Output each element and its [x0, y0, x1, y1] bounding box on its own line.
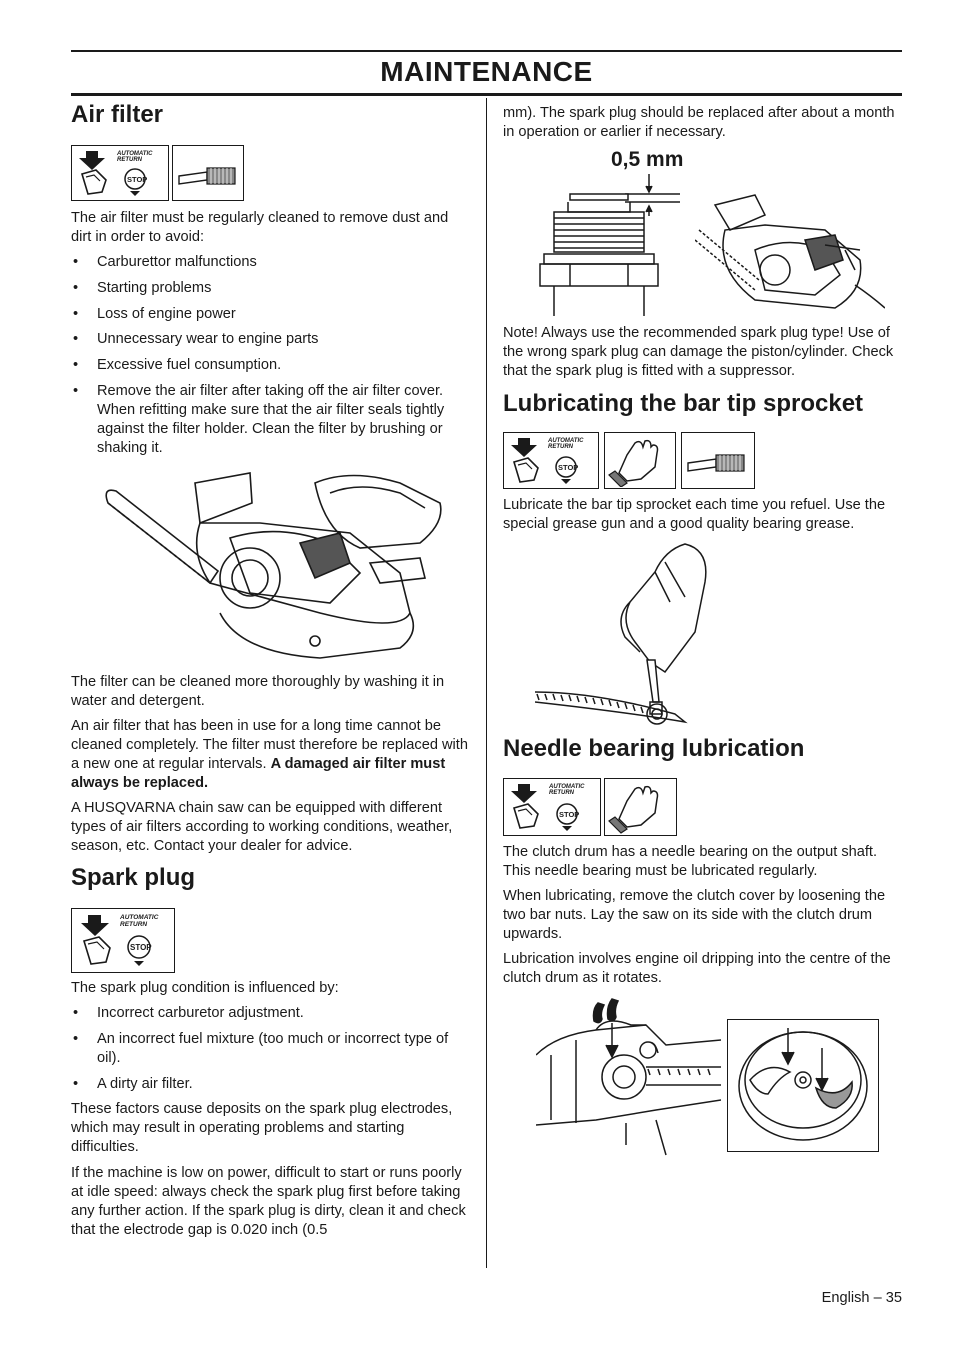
air-filter-replace-warning: A damaged air filter must always be replaced.	[71, 756, 446, 791]
spark-plug-heading: Spark plug	[71, 864, 196, 891]
air-filter-replace-text: An air filter that has been in use for a long time cannot be cleaned completely. The filter must therefore be replaced with a new one at regular intervals.	[71, 718, 468, 772]
grease-gun-illustration	[535, 542, 725, 734]
header-rule	[71, 50, 902, 52]
air-filter-bullets	[71, 253, 471, 465]
air-filter-heading: Air filter	[71, 101, 164, 128]
list-item: • An incorrect fuel mixture (too much or incorrect type of oil).	[71, 1030, 471, 1068]
list-item: • Excessive fuel consumption.	[71, 356, 471, 375]
list-item: • Carburettor malfunctions	[71, 253, 471, 272]
spark-plug-bullets	[71, 1004, 471, 1100]
list-item: • A dirty air filter.	[71, 1075, 471, 1094]
list-item: • Unnecessary wear to engine parts	[71, 330, 471, 349]
svg-text:STOP: STOP	[130, 943, 152, 952]
list-item: • Starting problems	[71, 279, 471, 298]
spark-plug-check: If the machine is low on power, difficult to start or runs poorly at idle speed: always check the spark plug first before taking any further action. If the spark plug is dirty, clean it and check that the electrode gap is 0.020 inch (0.5	[71, 1165, 466, 1238]
page-title: MAINTENANCE	[380, 56, 593, 87]
needle-bearing-para3: Lubrication involves engine oil dripping into the centre of the clutch drum as it rotates.	[503, 951, 891, 986]
svg-text:AUTOMATIC: AUTOMATIC	[548, 438, 584, 444]
stop-switch-icon	[71, 908, 175, 973]
spark-plug-intro: The spark plug condition is influenced by:	[71, 980, 339, 996]
stop-switch-icon	[503, 778, 601, 836]
needle-bearing-para1: The clutch drum has a needle bearing on the output shaft. This needle bearing must be lubricated regularly.	[503, 844, 878, 879]
svg-text:RETURN: RETURN	[120, 921, 148, 928]
brush-icon	[172, 145, 244, 201]
svg-text:RETURN: RETURN	[549, 790, 574, 796]
spark-plug-chainsaw-illustration	[695, 190, 885, 312]
svg-text:AUTOMATIC: AUTOMATIC	[117, 151, 153, 157]
air-filter-wash: The filter can be cleaned more thoroughly by washing it in water and detergent.	[71, 674, 445, 709]
air-filter-types: A HUSQVARNA chain saw can be equipped with different types of air filters according to working conditions, weather, season, etc. Contact your dealer for advice.	[71, 800, 453, 854]
svg-text:AUTOMATIC: AUTOMATIC	[549, 784, 585, 790]
spark-plug-gap-illustration	[530, 172, 690, 317]
list-item: • Incorrect carburetor adjustment.	[71, 1004, 471, 1023]
svg-text:STOP: STOP	[558, 463, 579, 472]
needle-bearing-heading: Needle bearing lubrication	[503, 735, 805, 762]
bar-tip-heading: Lubricating the bar tip sprocket	[503, 390, 864, 417]
svg-text:RETURN: RETURN	[548, 444, 573, 450]
svg-text:STOP: STOP	[559, 810, 580, 819]
glove-icon	[604, 778, 677, 836]
spark-plug-check-continued: mm). The spark plug should be replaced after about a month in operation or earlier if necessary.	[503, 105, 895, 140]
bar-tip-text: Lubricate the bar tip sprocket each time you refuel. Use the special grease gun and a good quality bearing grease.	[503, 497, 886, 532]
chainsaw-air-filter-illustration	[100, 463, 450, 668]
stop-switch-icon	[503, 432, 599, 489]
spark-plug-deposits: These factors cause deposits on the spark plug electrodes, which may result in operating problems and starting difficulties.	[71, 1101, 453, 1155]
clutch-drum-illustration	[727, 1019, 879, 1152]
spark-plug-note: Note! Always use the recommended spark plug type! Use of the wrong spark plug can damage the piston/cylinder. Check that the spark plug is fitted with a suppressor.	[503, 325, 894, 379]
needle-bearing-para2: When lubricating, remove the clutch cover by loosening the two bar nuts. Lay the saw on its side with the clutch drum upwards.	[503, 888, 886, 942]
svg-text:RETURN: RETURN	[117, 157, 142, 163]
column-divider	[486, 98, 487, 1268]
stop-switch-icon	[71, 145, 169, 201]
svg-text:AUTOMATIC: AUTOMATIC	[120, 914, 159, 921]
svg-text:STOP: STOP	[127, 175, 148, 184]
air-filter-replace	[71, 717, 471, 793]
list-item: • Remove the air filter after taking off the air filter cover. When refitting make sure that the air filter seals tightly against the filter holder. Clean the filter by brushing or shaking it.	[71, 382, 471, 458]
page-footer: English – 35	[821, 1290, 902, 1306]
clutch-oiling-illustration	[536, 995, 721, 1160]
glove-icon	[604, 432, 676, 489]
title-rule	[71, 93, 902, 96]
list-item: • Loss of engine power	[71, 305, 471, 324]
electrode-gap-label: 0,5 mm	[611, 148, 684, 171]
air-filter-intro: The air filter must be regularly cleaned to remove dust and dirt in order to avoid:	[71, 210, 449, 245]
brush-icon	[681, 432, 755, 489]
